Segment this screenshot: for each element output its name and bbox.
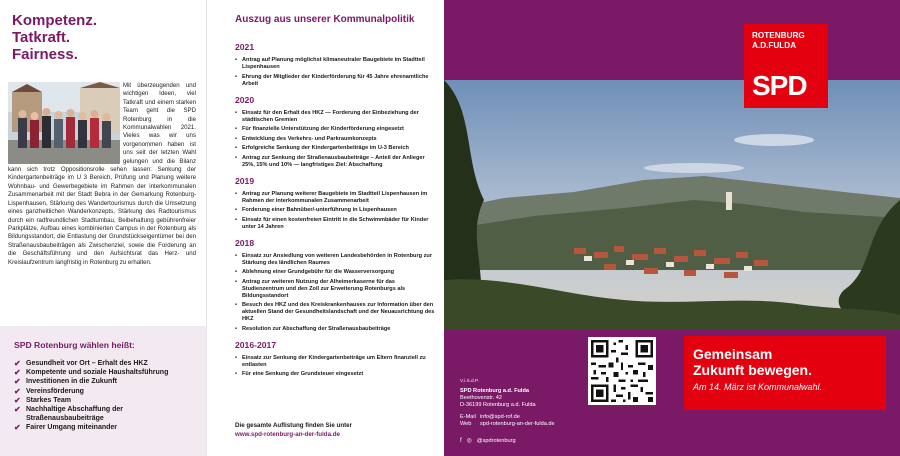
list-item: • Für finanzielle Unterstützung der Kinderförderung eingesetzt	[235, 126, 435, 133]
list-item: • Ablehnung einer Grundgebühr für die Wasserversorgung	[235, 269, 435, 276]
year-items	[235, 355, 435, 379]
checkmark-icon: ✔	[14, 368, 21, 378]
spd-logo	[744, 24, 828, 108]
town-landscape-photo	[444, 80, 900, 330]
headline-line-3: Fairness.	[12, 46, 78, 63]
policy-title: Auszug aus unserer Kommunalpolitik	[235, 14, 415, 25]
social-handle[interactable]: @spdrotenburg	[476, 437, 516, 444]
social-row	[460, 437, 516, 444]
year-items	[235, 110, 435, 169]
list-item	[14, 396, 196, 405]
imprint-email-row	[460, 414, 660, 421]
list-item: • Für eine Senkung der Grundsteuer eingesetzt	[235, 371, 435, 378]
year-heading: 2020	[235, 94, 255, 105]
imprint	[460, 378, 660, 428]
list-item: • Antrag zur Senkung der Straßenausbaubeiträge – Anteil der Anlieger 25%, 15% und 10% — langfristiges Ziel: Abschaffung	[235, 155, 435, 169]
headline	[12, 12, 97, 63]
year-heading: 2018	[235, 237, 255, 248]
imprint-street: Beethovenstr. 42	[460, 395, 502, 401]
email-label: E-Mail	[460, 414, 476, 420]
team-photo	[8, 82, 120, 164]
headline-line-1: Kompetenz.	[12, 12, 98, 29]
list-item: • Ehrung der Mitglieder der Kinderförderung für 45 Jahre ehrenamtliche Arbeit	[235, 74, 435, 88]
vote-reasons-box	[0, 326, 206, 456]
list-item: • Einsatz zur Senkung der Kindergartenbeiträge um Eltern finanziell zu entlasten	[235, 355, 435, 369]
year-heading: 2019	[235, 175, 255, 186]
website-link[interactable]: www.spd-rotenburg-an-der-fulda.de	[235, 430, 340, 438]
list-item: • Besuch des HKZ und des Kreiskrankenhauses zur Information über den aktuellen Stand der Gesundheitslandschaft und der Neuausrichtung des HKZ	[235, 302, 435, 323]
slogan-line-2: Zukunft bewegen.	[693, 362, 812, 378]
slogan-line-1: Gemeinsam	[693, 346, 773, 362]
checkmark-icon: ✔	[14, 386, 21, 396]
left-panel	[0, 0, 206, 456]
list-item	[14, 423, 196, 432]
checkmark-icon: ✔	[14, 377, 21, 387]
year-items	[235, 57, 435, 88]
full-list-note	[235, 422, 352, 439]
list-item	[14, 405, 196, 423]
checkmark-icon: ✔	[14, 395, 21, 405]
imprint-city: D-36199 Rotenburg a.d. Fulda	[460, 402, 536, 408]
year-heading: 2021	[235, 42, 255, 52]
year-heading: 2016-2017	[235, 339, 277, 350]
headline-line-2: Tatkraft.	[12, 29, 71, 46]
list-item-text: Vereinsförderung	[26, 387, 84, 395]
list-item-text: Investitionen in die Zukunft	[26, 378, 117, 386]
list-item: • Antrag auf Planung möglichst klimaneutraler Baugebiete im Stadtteil Lispenhausen	[235, 57, 435, 71]
list-item-text: Kompetente und soziale Haushaltsführung	[26, 369, 169, 377]
web-link[interactable]: spd-rotenburg-an-der-fulda.de	[480, 421, 555, 427]
list-item-text: Gesundheit vor Ort – Erhalt des HKZ	[26, 360, 148, 367]
checkmark-icon: ✔	[14, 359, 21, 368]
list-item: • Einsatz für den Erhalt des HKZ — Forderung der Einbeziehung der städtischen Gremien	[235, 110, 435, 124]
full-list-text: Die gesamte Auflistung finden Sie unter	[235, 422, 353, 429]
list-item: • Forderung einer Bahnüber/-unterführung in Lispenhausen	[235, 207, 435, 214]
brand-place-line-2: A.D.FULDA	[752, 40, 797, 50]
list-item: • Entwicklung des Verkehrs- und Parkraumkonzepts	[235, 136, 435, 143]
imprint-visdp: V.i.S.d.P.	[460, 379, 479, 384]
brand-place	[752, 31, 805, 50]
imprint-org: SPD Rotenburg a.d. Fulda	[460, 388, 529, 394]
middle-panel	[206, 0, 444, 456]
list-item-text: Fairer Umgang miteinander	[26, 424, 118, 432]
web-label: Web	[460, 421, 472, 427]
intro-text: Mit überzeugenden und wichtigen Ideen, viel Tatkraft und einem starken Team geht die SPD Rotenburg in die Kommunalwahlen 2021. Vieles was wir uns vorgenommen haben ist uns seit der letzten Wahl gelungen und die Bilanz kann sich trotz Oppositionsrolle sehen lassen: Senkung der Kindergartenbeiträge im U 3 Bereich, Prüfung und Planung weitere Wohnbau- und Gewerbegebiete im Rahmen der interkommunalen Zusammenarbeit mit der Stadt Bebra in der Gemarkung Rotenburg-Lispenhausen, Stärkung des Wandertourismus durch die Umsetzung eines ganzheitlichen Wanderkonzepts, Stärkung des Radtourismus durch ein radfreundlichen Stadtumbau, Beibehaltung gebührenfreier Parkplätze, Aufbau eines kombinierten Campus in der Rotenburg als Bildungsstandort, die Entlastung der Grundstückseigentümer bei den Straßenausbaubeiträgen als Zwischenziel, sowie die Forderung an die Geschäftsführung und den Aufsichtsrat das Herz- und Kreislaufzentrum langfristig in Rotenburg zu erhalten.	[8, 82, 196, 266]
list-item: • Einsatz zur Ansiedlung von weiteren Landesbehörden in Rotenburg zur Stärkung des ländlichen Raumes	[235, 253, 435, 267]
election-date-line: Am 14. März ist Kommunalwahl.	[693, 382, 823, 392]
list-item-text: Starkes Team	[26, 396, 72, 404]
year-items	[235, 191, 435, 231]
spd-wordmark: SPD	[752, 70, 807, 101]
vote-reasons-title: SPD Rotenburg wählen heißt:	[14, 340, 135, 350]
instagram-icon[interactable]: ◎	[466, 438, 472, 444]
list-item: • Resolution zur Abschaffung der Straßenausbaubeiträge	[235, 326, 435, 333]
facebook-icon[interactable]: f	[460, 437, 462, 444]
list-item	[14, 368, 196, 377]
right-panel	[444, 0, 900, 456]
list-item: • Antrag zur weiteren Nutzung der Alheimerkaserne für das Studienzentrum und den Zoll zur Erweiterung Rotenburgs als Bildungsstandort	[235, 279, 435, 300]
list-item: • Erfolgreiche Senkung der Kindergartenbeiträge im U-3 Bereich	[235, 145, 435, 152]
policy-timeline	[235, 42, 435, 381]
list-item	[14, 377, 196, 386]
checkmark-icon: ✔	[14, 405, 21, 415]
vote-reasons-list	[14, 359, 196, 433]
checkmark-icon: ✔	[14, 423, 21, 433]
list-item: • Antrag zur Planung weiterer Baugebiete im Stadtteil Lispenhausen im Rahmen der interkommunalen Zusammenarbeit	[235, 191, 435, 205]
list-item	[14, 387, 196, 396]
slogan-box	[684, 336, 886, 410]
brand-place-line-1: ROTENBURG	[752, 31, 805, 40]
imprint-web-row	[460, 421, 660, 428]
list-item-text: Nachhaltige Abschaffung der Straßenausbaubeiträge	[26, 406, 123, 423]
list-item: • Einsatz für einen kostenfreien Eintritt in die Schwimmbäder für Kinder unter 14 Jahren	[235, 217, 435, 231]
email-link[interactable]: info@spd-rof.de	[480, 414, 520, 420]
list-item	[14, 359, 196, 368]
year-items	[235, 253, 435, 333]
